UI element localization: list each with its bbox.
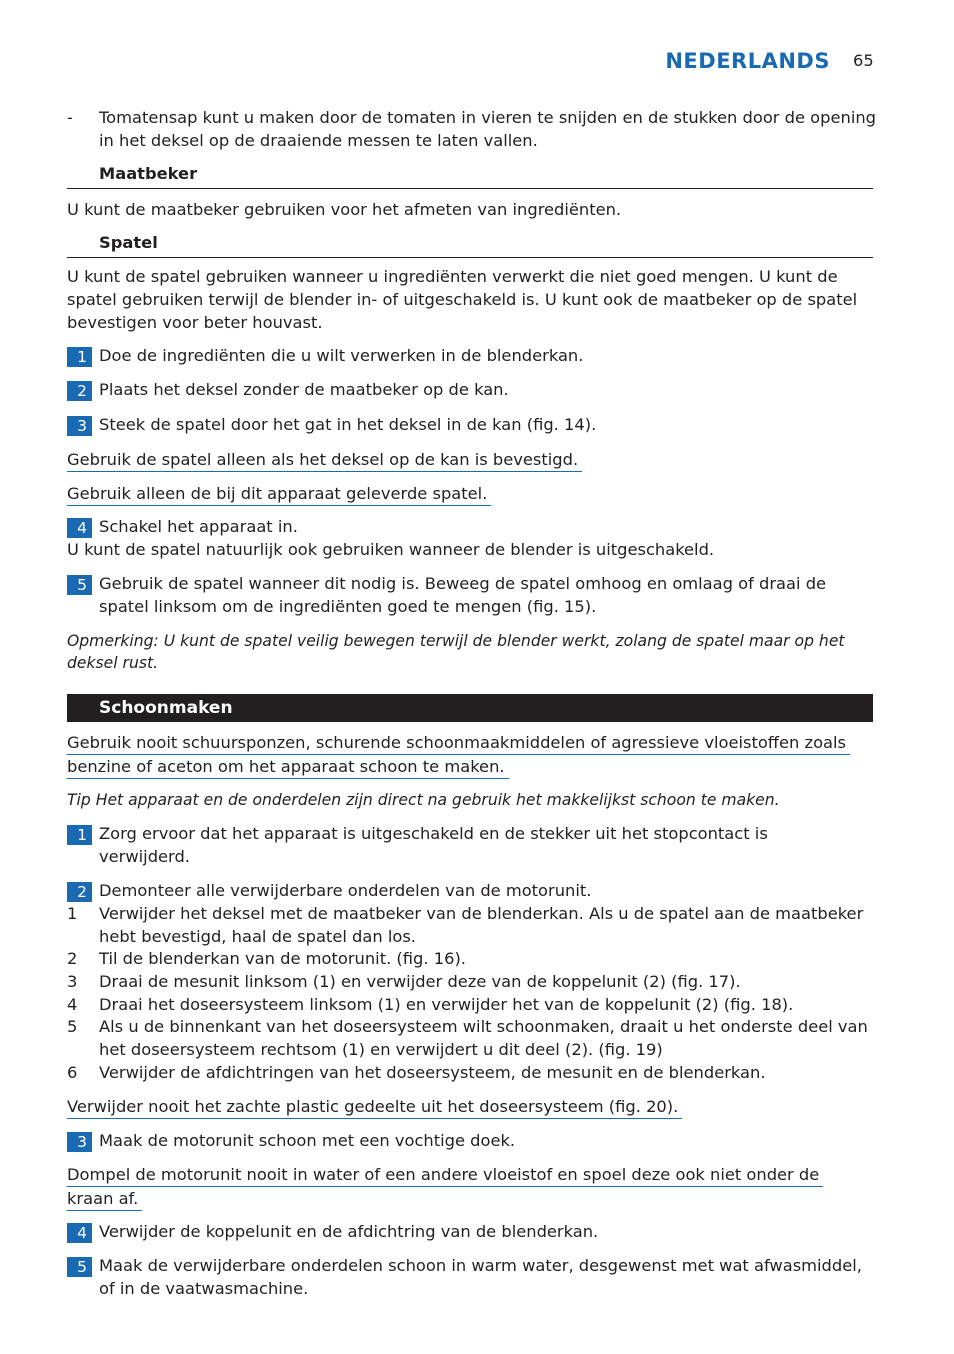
step-text-line2: verwijderd. [99, 847, 190, 866]
step-number-badge: 1 [67, 347, 92, 367]
page-number: 65 [853, 51, 874, 70]
step-number-badge: 4 [67, 1223, 92, 1243]
substep-line2: het doseersysteem rechtsom (1) en verwijdert u dit deel (2). (fig. 19) [99, 1040, 663, 1059]
substep-number: 5 [67, 1017, 78, 1036]
step-text: Verwijder de koppelunit en de afdichtring van de blenderkan. [99, 1222, 599, 1241]
language-header: NEDERLANDS [665, 49, 830, 73]
substep-number: 1 [67, 904, 78, 923]
warning-text: Verwijder nooit het zachte plastic gedeelte uit het doseersysteem (fig. 20). [67, 1096, 682, 1119]
substep-line1: Draai het doseersysteem linksom (1) en verwijder het van de koppelunit (2) (fig. 18). [99, 995, 794, 1014]
substep-line2: hebt bevestigd, haal de spatel dan los. [99, 927, 416, 946]
warning-line1 [67, 732, 854, 755]
schoonmaken-heading: Schoonmaken [99, 698, 233, 718]
step-number-badge: 3 [67, 416, 92, 436]
step-text-line1: Gebruik de spatel wanneer dit nodig is. Beweeg de spatel omhoog en omlaag of draai de [99, 574, 827, 593]
section-heading-bar [67, 694, 873, 722]
heading-rule [67, 188, 873, 189]
warning-text: Gebruik de spatel alleen als het deksel op de kan is bevestigd. [67, 449, 582, 472]
maatbeker-text: U kunt de maatbeker gebruiken voor het afmeten van ingrediënten. [67, 200, 622, 219]
maatbeker-heading: Maatbeker [99, 164, 198, 183]
substep-number: 3 [67, 972, 78, 991]
step-text: Steek de spatel door het gat in het deksel in de kan (fig. 14). [99, 415, 597, 434]
substep-number: 6 [67, 1063, 78, 1082]
step-number-badge: 5 [67, 1257, 92, 1277]
substep-number: 2 [67, 949, 78, 968]
substep-line1: Til de blenderkan van de motorunit. (fig. 16). [99, 949, 466, 968]
step-text: Demonteer alle verwijderbare onderdelen van de motorunit. [99, 881, 592, 900]
warning-line1: Dompel de motorunit nooit in water of een andere vloeistof en spoel deze ook niet onder de [67, 1164, 823, 1187]
warning-line2: kraan af. [67, 1188, 142, 1211]
bullet-dash: - [67, 108, 73, 127]
step-text: Doe de ingrediënten die u wilt verwerken in de blenderkan. [99, 346, 584, 365]
remark-line1: Opmerking: U kunt de spatel veilig bewegen terwijl de blender werkt, zolang de spatel maar op het [67, 632, 845, 650]
step-text-line1: Maak de verwijderbare onderdelen schoon in warm water, desgewenst met wat afwasmiddel, [99, 1256, 862, 1275]
step-number-badge: 4 [67, 518, 92, 538]
substep-line1: Als u de binnenkant van het doseersysteem wilt schoonmaken, draait u het onderste deel van [99, 1017, 868, 1036]
step-number-badge: 5 [67, 575, 92, 595]
step-number-badge: 2 [67, 381, 92, 401]
step-text-line2: spatel linksom om de ingrediënten goed te mengen (fig. 15). [99, 597, 597, 616]
substep-number: 4 [67, 995, 78, 1014]
spatel-para-line1: U kunt de spatel gebruiken wanneer u ingrediënten verwerkt die niet goed mengen. U kunt de [67, 267, 838, 286]
step-note: U kunt de spatel natuurlijk ook gebruiken wanneer de blender is uitgeschakeld. [67, 540, 715, 559]
warning-text: Gebruik nooit schuursponzen, schurende schoonmaakmiddelen of agressieve vloeistoffen zoals [67, 732, 850, 755]
intro-bullet-line2: in het deksel op de draaiende messen te laten vallen. [99, 131, 538, 150]
warning-text: Gebruik alleen de bij dit apparaat geleverde spatel. [67, 483, 491, 506]
spatel-para-line3: bevestigen voor beter houvast. [67, 313, 323, 332]
heading-rule [67, 257, 873, 258]
step-number-badge: 2 [67, 882, 92, 902]
substep-line1: Verwijder de afdichtringen van het doseersysteem, de mesunit en de blenderkan. [99, 1063, 766, 1082]
intro-bullet-line1: Tomatensap kunt u maken door de tomaten in vieren te snijden en de stukken door de opening [99, 108, 876, 127]
step-text: Schakel het apparaat in. [99, 517, 298, 536]
step-text: Maak de motorunit schoon met een vochtige doek. [99, 1131, 516, 1150]
step-number-badge: 3 [67, 1132, 92, 1152]
step-text-line2: of in de vaatwasmachine. [99, 1279, 309, 1298]
step-number-badge: 1 [67, 825, 92, 845]
warning-line2: benzine of aceton om het apparaat schoon te maken. [67, 756, 509, 779]
substep-line1: Verwijder het deksel met de maatbeker van de blenderkan. Als u de spatel aan de maatbeker [99, 904, 864, 923]
remark-line2: deksel rust. [67, 654, 159, 672]
step-text: Plaats het deksel zonder de maatbeker op de kan. [99, 380, 509, 399]
tip-text: Tip Het apparaat en de onderdelen zijn direct na gebruik het makkelijkst schoon te maken. [67, 791, 780, 809]
spatel-para-line2: spatel gebruiken terwijl de blender in- of uitgeschakeld is. U kunt ook de maatbeker op de spatel [67, 290, 858, 309]
substep-line1: Draai de mesunit linksom (1) en verwijder deze van de koppelunit (2) (fig. 17). [99, 972, 741, 991]
step-text-line1: Zorg ervoor dat het apparaat is uitgeschakeld en de stekker uit het stopcontact is [99, 824, 768, 843]
spatel-heading: Spatel [99, 233, 158, 252]
